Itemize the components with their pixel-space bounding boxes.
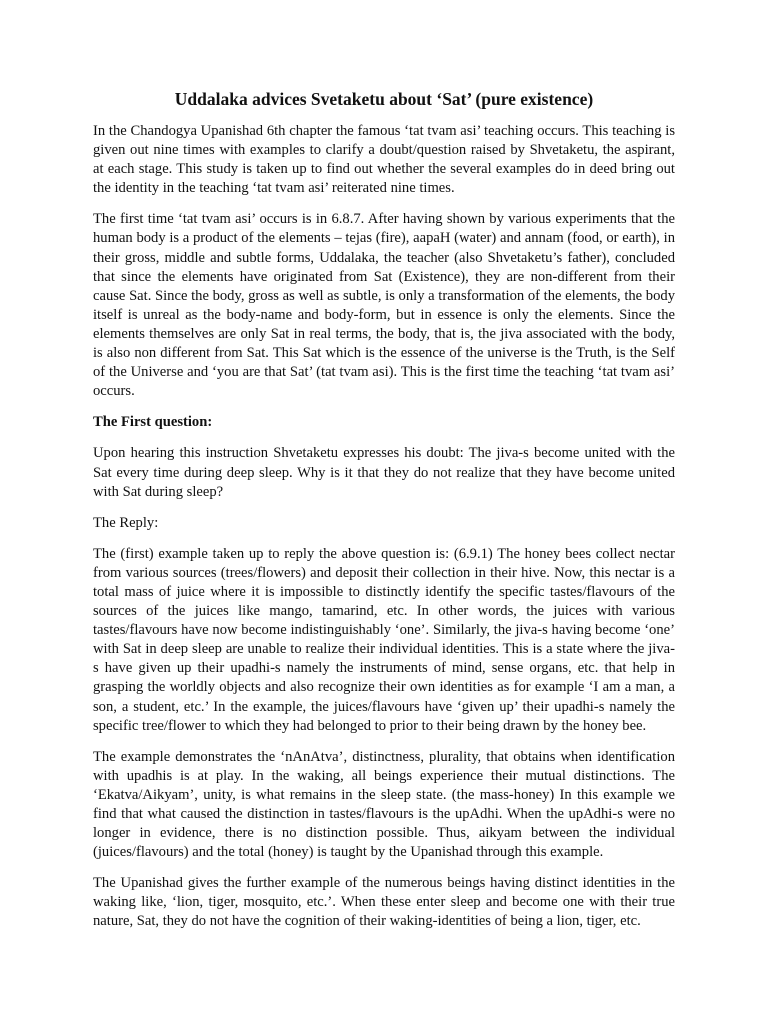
paragraph-question: Upon hearing this instruction Shvetaketu expresses his doubt: The jiva-s become united with the Sat every time during deep sleep. Why is it that they do not realize that they have become united with Sat during sleep? [93, 445, 675, 500]
paragraph-first-occurrence: The first time ‘tat tvam asi’ occurs is in 6.8.7. After having shown by various experiments that the human body is a product of the elements – tejas (fire), aapaH (water) and annam (food, or earth), in their gross, middle and subtle forms, Uddalaka, the teacher (also Shvetaketu’s father), concluded that since the elements have originated from Sat (Existence), they are non-different from their cause Sat. Since the body, gross as well as subtle, is only a transformation of the elements, the body itself is unreal as the body-name and body-form, but in essence is only the elements. Since the elements themselves are only Sat in real terms, the body, that is, the jiva associated with the body, is also non different from Sat. This Sat which is the essence of the universe is the Truth, is the Self of the Universe and ‘you are that Sat’ (tat tvam asi). This is the first time the teaching ‘tat tvam asi’ occurs. [93, 211, 675, 400]
paragraph-further-example: The Upanishad gives the further example of the numerous beings having distinct identities in the waking like, ‘lion, tiger, mosquito, etc.’. When these enter sleep and become one with their true nature, Sat, they do not have the cognition of their waking-identities of being a lion, tiger, etc. [93, 875, 675, 930]
paragraph-nanatva: The example demonstrates the ‘nAnAtva’, distinctness, plurality, that obtains when identification with upadhis is at play. In the waking, all beings experience their mutual distinctions. The ‘Ekatva/Aikyam’, unity, is what remains in the sleep state. (the mass-honey) In this example we find that what caused the distinction in tastes/flavours is the upAdhi. When the upAdhi-s were no longer in evidence, there is no distinction possible. Thus, aikyam between the individual (juices/flavours) and the total (honey) is taught by the Upanishad through this example. [93, 748, 675, 861]
section-heading-reply: The Reply: [93, 514, 159, 531]
paragraph-honey-example: The (first) example taken up to reply the above question is: (6.9.1) The honey bees collect nectar from various sources (trees/flowers) and deposit their collection in their hive. Now, this nectar is a total mass of juice where it is impossible to distinctly identify the specific tastes/flavours of the sources of the juices like mango, tamarind, etc. In other words, the juices with various tastes/flavours have now become indistinguishably ‘one’. Similarly, the jiva-s having become ‘one’ with Sat in deep sleep are unable to realize their individual identities. This is a state where the jiva-s have given up their upadhi-s namely the instruments of mind, sense organs, etc. that help in grasping the worldly objects and also recognize their own identities as for example ‘I am a man, a son, a student, etc.’ In the example, the juices/flavours have ‘given up’ their upadhi-s namely the specific tree/flower to which they had belonged to prior to their being drawn by the honey bee. [93, 545, 675, 734]
paragraph-intro: In the Chandogya Upanishad 6th chapter the famous ‘tat tvam asi’ teaching occurs. This teaching is given out nine times with examples to clarify a doubt/question raised by Shvetaketu, the aspirant, at each stage. This study is taken up to find out whether the several examples do in deed bring out the identity in the teaching ‘tat tvam asi’ reiterated nine times. [93, 123, 675, 197]
document-page [93, 88, 675, 944]
document-title: Uddalaka advices Svetaketu about ‘Sat’ (pure existence) [174, 89, 594, 109]
section-heading-first-question: The First question: [93, 414, 213, 431]
